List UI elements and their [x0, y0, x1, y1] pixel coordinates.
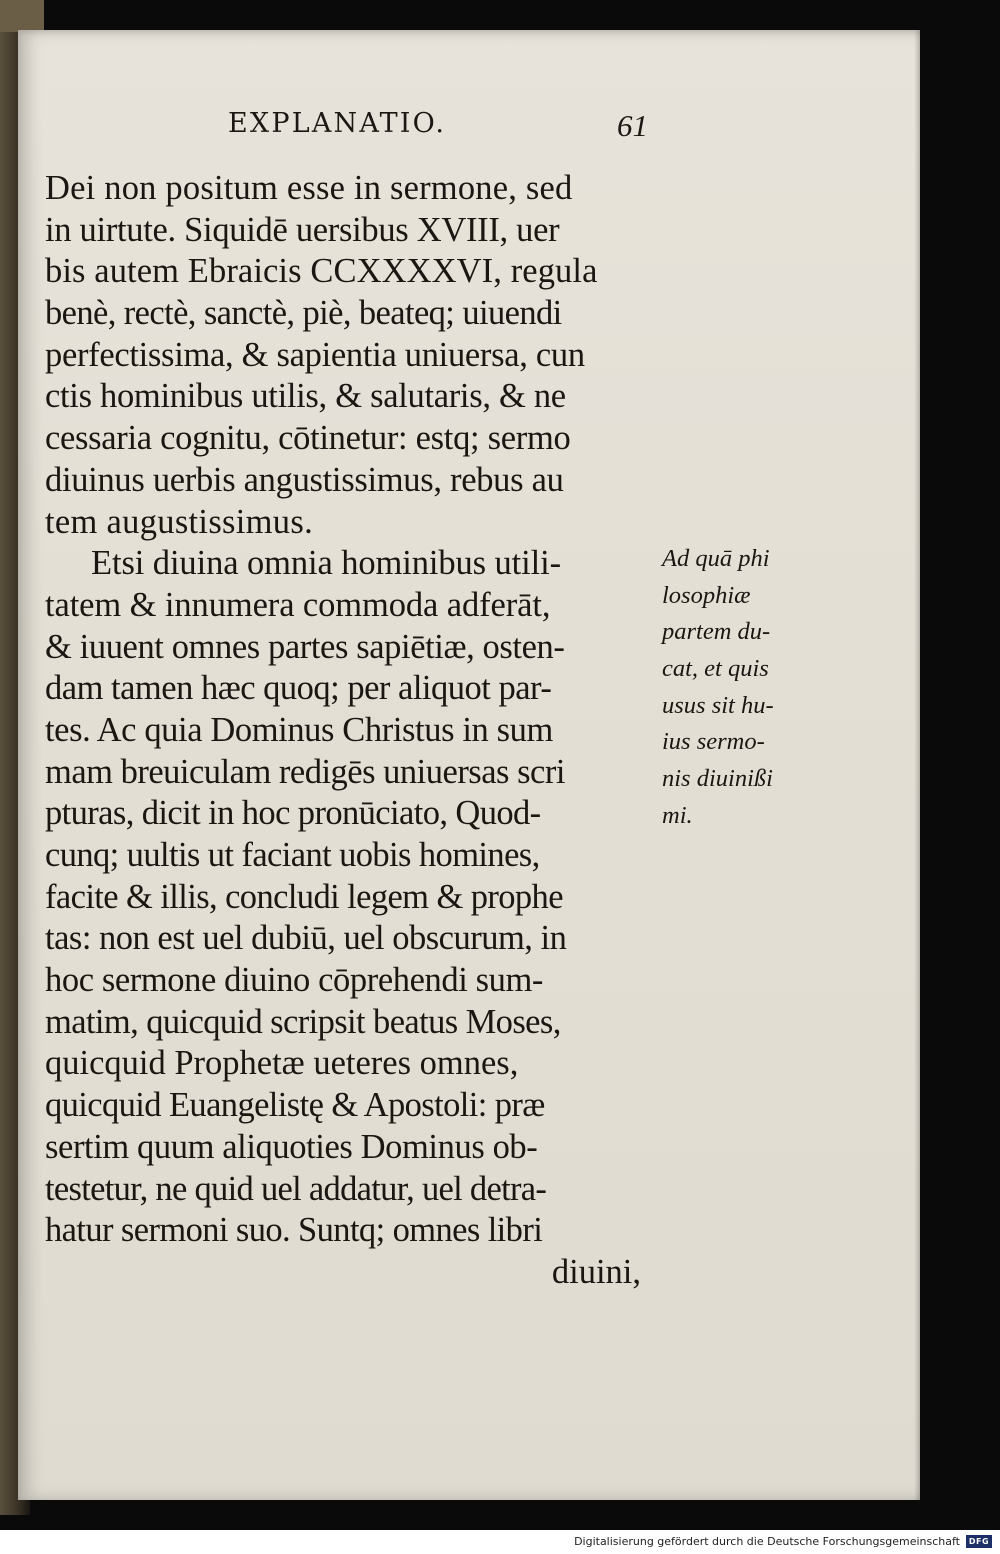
digitization-footer	[0, 1530, 1000, 1554]
funding-credit: Digitalisierung gefördert durch die Deutsche Forschungsgemeinschaft	[574, 1535, 960, 1548]
text-line: facite & illis, concludi legem & prophe	[45, 877, 563, 916]
running-title: EXPLANATIO.	[228, 108, 447, 139]
text-line: quicquid Euangelistę & Apostoli: præ	[45, 1086, 545, 1125]
text-line: diuinus uerbis angustissimus, rebus au	[45, 460, 564, 499]
text-line: tes. Ac quia Dominus Christus in sum	[45, 710, 553, 749]
text-line: sertim quum aliquoties Dominus ob-	[45, 1127, 538, 1166]
text-line: hoc sermone diuino cōprehendi sum-	[45, 961, 544, 1000]
text-line: dam tamen hæc quoq; per aliquot par-	[45, 669, 552, 708]
text-line: testetur, ne quid uel addatur, uel detra-	[45, 1169, 547, 1208]
text-line: cessaria cognitu, cōtinetur: estq; sermo	[45, 419, 571, 458]
text-line: quicquid Prophetæ ueteres omnes,	[45, 1044, 519, 1083]
text-line: ctis hominibus utilis, & salutaris, & ne	[45, 377, 566, 416]
marginal-note-line: cat, et quis	[662, 655, 769, 683]
text-line: & iuuent omnes partes sapiētiæ, osten-	[45, 627, 565, 666]
marginal-note-line: mi.	[662, 801, 693, 829]
text-line: Dei non positum esse in sermone, sed	[45, 169, 573, 207]
text-line: tas: non est uel dubiū, uel obscurum, in	[45, 919, 567, 958]
text-line: bis autem Ebraicis CCXXXXVI, regula	[45, 252, 598, 291]
text-line-paragraph-start: Etsi diuina omnia hominibus utili-	[91, 544, 561, 583]
text-line: matim, quicquid scripsit beatus Moses,	[45, 1002, 561, 1041]
marginal-note	[662, 541, 832, 835]
marginal-note-line: usus sit hu-	[662, 691, 774, 719]
text-line: tatem & innumera commoda adferāt,	[45, 585, 551, 624]
dfg-logo-icon: DFG	[966, 1535, 992, 1548]
catchword: diuini,	[551, 1252, 641, 1291]
text-line: in uirtute. Siquidē uersibus XVIII, uer	[45, 210, 560, 249]
text-line: tem augustissimus.	[45, 502, 313, 541]
main-text-block	[45, 168, 655, 1294]
book-binding-corner	[0, 0, 44, 32]
text-line: pturas, dicit in hoc pronūciato, Quod-	[45, 794, 541, 833]
page-fore-edge	[914, 30, 920, 1500]
text-line: perfectissima, & sapientia uniuersa, cun	[45, 335, 585, 374]
text-line: cunq; uultis ut faciant uobis homines,	[45, 836, 540, 874]
folio-number: 61	[617, 108, 648, 143]
marginal-note-line: partem du-	[662, 618, 771, 646]
marginal-note-line: nis diuinißi	[662, 765, 773, 793]
text-line: hatur sermoni suo. Suntq; omnes libri	[45, 1211, 543, 1250]
running-header	[200, 108, 648, 148]
marginal-note-line: Ad quā phi	[662, 545, 770, 572]
marginal-note-line: losophiæ	[662, 581, 751, 609]
marginal-note-line: ius sermo-	[662, 728, 765, 756]
text-line: mam breuiculam redigēs uniuersas scri	[45, 752, 565, 791]
text-line: benè, rectè, sanctè, piè, beateq; uiuendi	[45, 294, 562, 333]
